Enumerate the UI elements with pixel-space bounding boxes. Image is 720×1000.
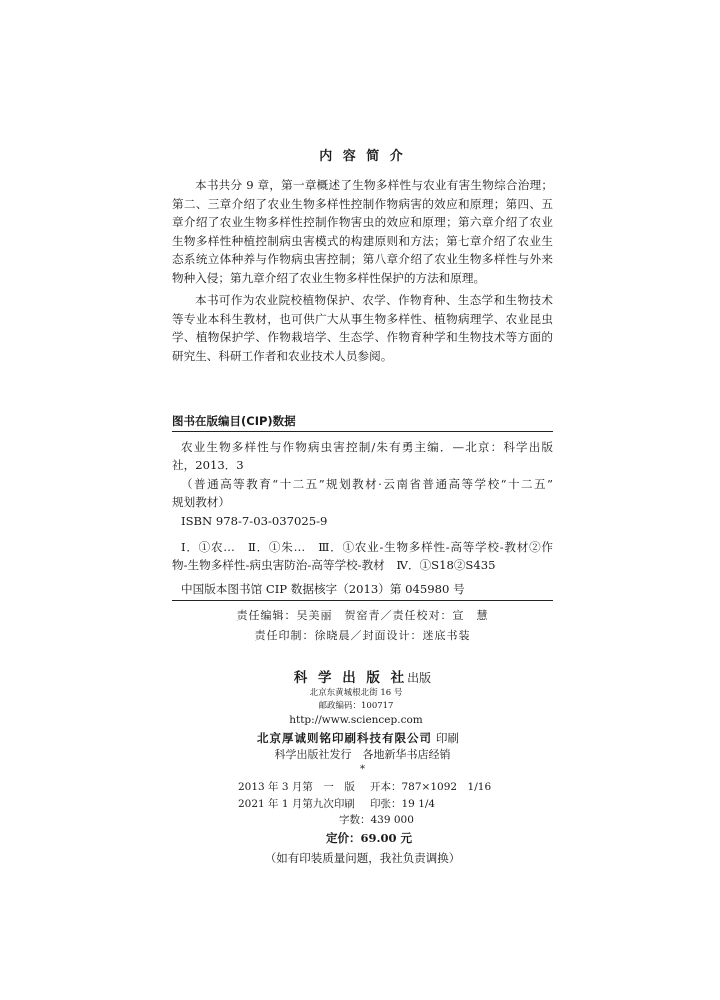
summary-paragraph-line: 本书共分 9 章，第一章概述了生物多样性与农业有害生物综合治理； — [195, 178, 553, 192]
word-count: 字数：439 000 — [339, 814, 414, 826]
publisher-website: http://www.sciencep.com — [289, 714, 423, 726]
cip-subject-line: Ⅰ．①农… Ⅱ．①朱… Ⅲ．①农业-生物多样性-高等学校-教材②作 — [181, 540, 553, 554]
publisher-address: 北京东黄城根北街 16 号 — [309, 688, 403, 698]
cip-series-line: 规划教材） — [172, 495, 230, 509]
distribution-line: 科学出版社发行 各地新华书店经销 — [274, 748, 451, 761]
summary-paragraph-line: 生物多样性种植控制病虫害模式的构建原则和方法；第七章介绍了农业生 — [172, 233, 553, 248]
printer-suffix: 印刷 — [436, 731, 459, 745]
printed-sheets: 印张：19 1/4 — [370, 798, 436, 810]
separator-asterisk: * — [360, 764, 365, 775]
summary-paragraph-line: 学、植物保护学、作物栽培学、生态学、作物育种学和生物技术等方面的 — [172, 330, 553, 344]
summary-paragraph-line: 物种入侵；第九章介绍了农业生物多样性保护的方法和原理。 — [172, 270, 486, 285]
cip-title-line: 社，2013．3 — [172, 458, 244, 472]
summary-paragraph-line: 本书可作为农业院校植物保护、农学、作物育种、生态学和生物技术 — [195, 293, 553, 307]
publisher-line — [172, 667, 553, 688]
summary-paragraph-line: 第二、三章介绍了农业生物多样性控制作物病害的效应和原理；第四、五 — [172, 196, 553, 211]
quality-note: （如有印装质量问题，我社负责调换） — [264, 851, 461, 865]
price: 定价：69.00 元 — [326, 831, 413, 845]
summary-paragraph-1 — [172, 176, 553, 287]
summary-paragraph-line: 等专业本科生教材，也可供广大从事生物多样性、植物病理学、农业昆虫 — [172, 311, 553, 326]
cip-bottom-rule — [172, 600, 553, 601]
summary-paragraph-line: 态系统立体种养与作物病虫害控制；第八章介绍了农业生物多样性与外来 — [172, 252, 553, 266]
publisher-name: 科 学 出 版 社 — [293, 670, 408, 686]
summary-paragraph-line: 研究生、科研工作者和农业技术人员参阅。 — [172, 348, 393, 363]
cip-record-number: 中国版本图书馆 CIP 数据核字（2013）第 045980 号 — [181, 582, 465, 596]
cip-top-rule — [172, 431, 553, 432]
editor-credits: 责任编辑：吴美丽 贺窑青／责任校对：宣 慧 — [236, 609, 489, 622]
printer-name: 北京厚诚则铭印刷科技有限公司 — [257, 731, 432, 745]
publisher-postcode: 邮政编码：100717 — [318, 701, 394, 711]
cip-title-line: 农业生物多样性与作物病虫害控制/朱有勇主编．—北京：科学出版 — [181, 440, 553, 454]
book-format: 开本：787×1092 1/16 — [370, 781, 492, 793]
printer-line — [168, 728, 548, 747]
summary-paragraph-line: 章介绍了农业生物多样性控制作物害虫的效应和原理；第六章介绍了农业 — [172, 215, 553, 229]
edition-date: 2013 年 3 月第 一 版 — [238, 781, 355, 793]
cip-series-line: （普通高等教育“十二五”规划教材·云南省普通高等学校“十二五” — [181, 477, 553, 491]
summary-title: 内 容 简 介 — [319, 149, 406, 164]
production-credits: 责任印制：徐晓晨／封面设计：迷底书装 — [254, 629, 471, 642]
cip-heading: 图书在版编目(CIP)数据 — [172, 414, 296, 428]
summary-paragraph-2 — [172, 291, 553, 365]
cip-subject-line: 物-生物多样性-病虫害防治-高等学校-教材 Ⅳ．①S18②S435 — [172, 558, 496, 572]
publisher-suffix: 出版 — [407, 671, 432, 685]
cip-isbn: ISBN 978-7-03-037025-9 — [181, 514, 328, 528]
printing-date: 2021 年 1 月第九次印刷 — [238, 798, 355, 810]
